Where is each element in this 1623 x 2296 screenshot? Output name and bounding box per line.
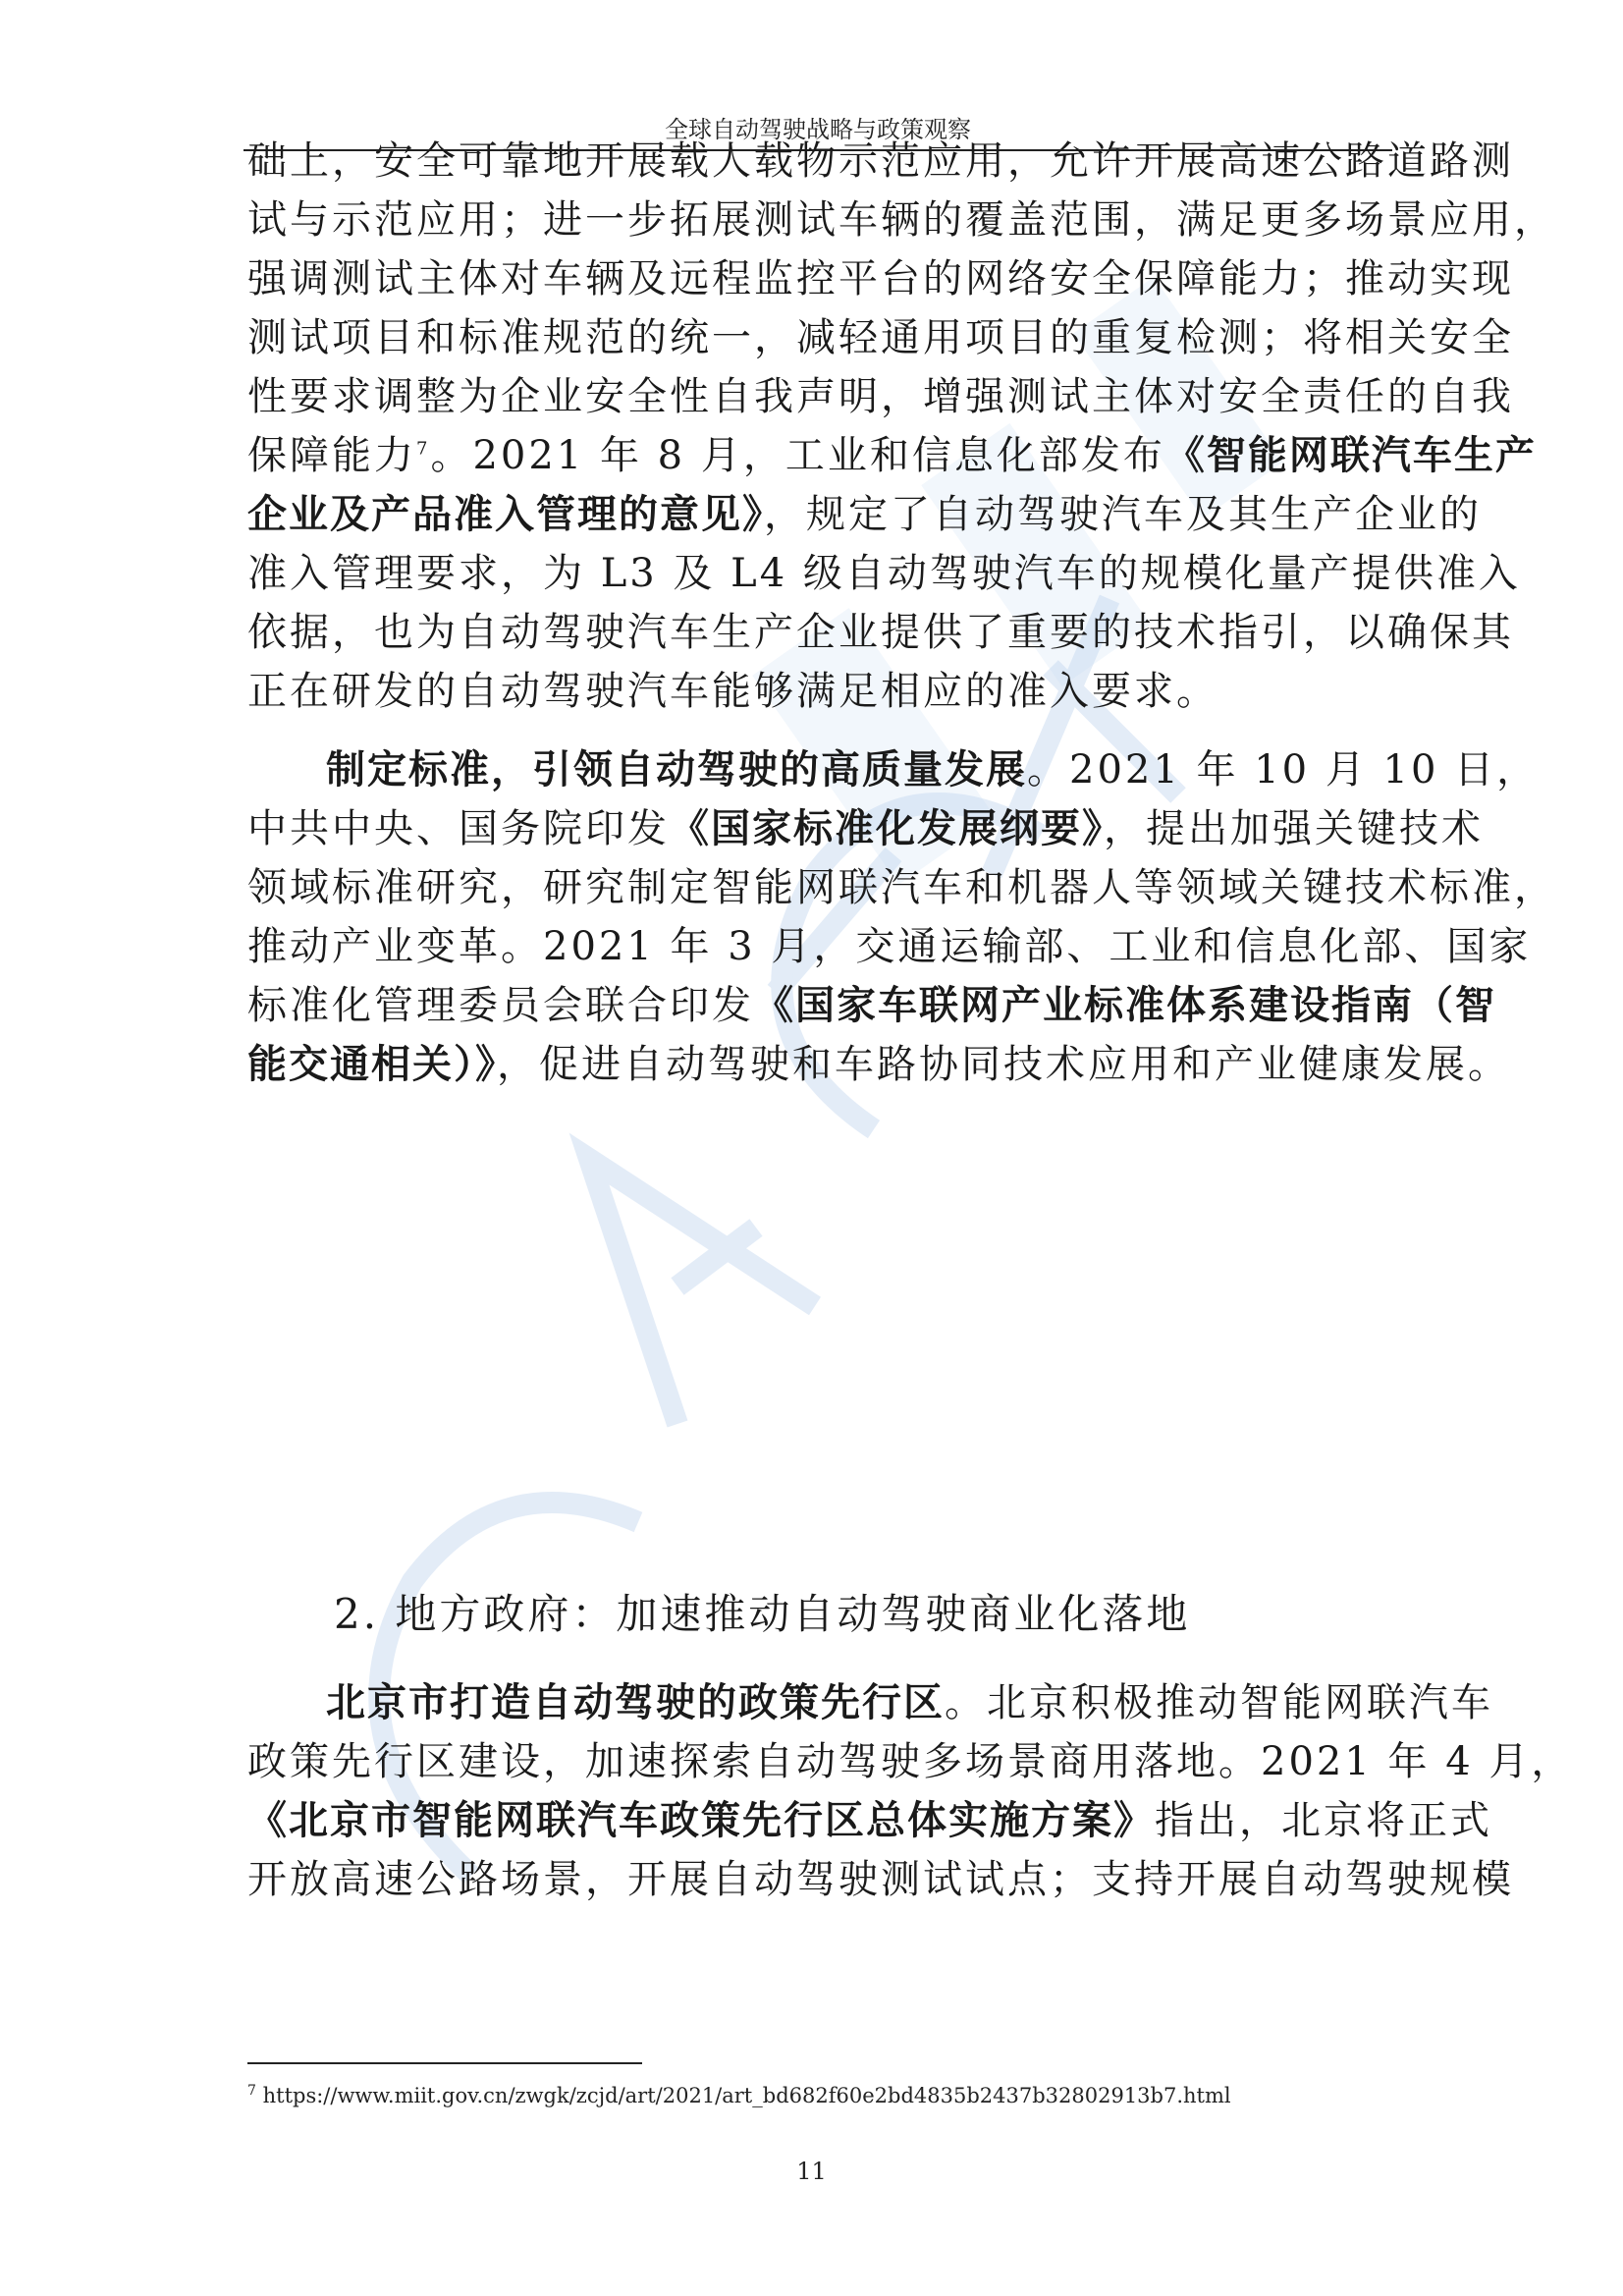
policy-title: 《智能网联汽车生产	[1164, 433, 1537, 478]
page-number: 11	[796, 2158, 827, 2185]
policy-title: 《国家车联网产业标准体系建设指南（智	[754, 983, 1496, 1028]
para3-line1	[326, 1673, 1493, 1732]
para1-line8: 准入管理要求，为 L3 及 L4 级自动驾驶汽车的规模化量产提供准入	[247, 551, 1521, 596]
footnote-link[interactable]: https://www.miit.gov.cn/zwgk/zcjd/art/2021/art_bd682f60e2bd4835b2437b32802913b7.html	[262, 2084, 1231, 2107]
para1-line7	[247, 485, 1482, 544]
text-span: 。2021 年 8 月，工业和信息化部发布	[430, 433, 1165, 478]
text-span: ，规定了自动驾驶汽车及其生产企业的	[764, 492, 1482, 537]
section-lead: 北京市打造自动驾驶的政策先行区	[326, 1680, 945, 1725]
text-span: 。北京积极推动智能网联汽车	[945, 1680, 1493, 1725]
section-subheading: 2. 地方政府：加速推动自动驾驶商业化落地	[334, 1590, 1191, 1638]
para2-line6	[247, 1035, 1510, 1094]
policy-title: 《国家标准化发展纲要》	[670, 806, 1104, 851]
para1-line9: 依据，也为自动驾驶汽车生产企业提供了重要的技术指引，以确保其	[247, 610, 1514, 655]
footnote-ref[interactable]: 7	[416, 438, 431, 460]
text-span: ，促进自动驾驶和车路协同技术应用和产业健康发展。	[497, 1042, 1510, 1087]
text-span: 保障能力	[247, 433, 416, 478]
text-span: 中共中央、国务院印发	[247, 806, 670, 851]
para3-line4: 开放高速公路场景，开展自动驾驶测试试点；支持开展自动驾驶规模	[247, 1857, 1514, 1902]
para2-line2	[247, 799, 1484, 858]
policy-title: 能交通相关）》	[247, 1042, 497, 1087]
policy-title: 《北京市智能网联汽车政策先行区总体实施方案》	[247, 1798, 1155, 1843]
text-span: 指出，北京将正式	[1155, 1798, 1492, 1843]
running-header: 全球自动驾驶战略与政策观察	[665, 116, 971, 143]
policy-title: 企业及产品准入管理的意见》	[247, 492, 764, 537]
para1-line1: 础上，安全可靠地开展载人载物示范应用，允许开展高速公路道路测	[247, 138, 1514, 184]
para2-line4: 推动产业变革。2021 年 3 月，交通运输部、工业和信息化部、国家	[247, 924, 1532, 969]
para1-line4: 测试项目和标准规范的统一，减轻通用项目的重复检测；将相关安全	[247, 315, 1514, 360]
para1-line10: 正在研发的自动驾驶汽车能够满足相应的准入要求。	[247, 669, 1218, 714]
footnote-marker: 7	[247, 2083, 256, 2099]
text-span: 。2021 年 10 月 10 日，	[1027, 747, 1540, 793]
para2-line3: 领域标准研究，研究制定智能网联汽车和机器人等领域关键技术标准，	[247, 865, 1556, 910]
para1-line2: 试与示范应用；进一步拓展测试车辆的覆盖范围，满足更多场景应用，	[247, 197, 1556, 243]
para1-line3: 强调测试主体对车辆及远程监控平台的网络安全保障能力；推动实现	[247, 256, 1514, 301]
para2-line5	[247, 976, 1496, 1035]
para3-line3	[247, 1791, 1492, 1850]
text-span: 标准化管理委员会联合印发	[247, 983, 754, 1028]
para3-line2: 政策先行区建设，加速探索自动驾驶多场景商用落地。2021 年 4 月，	[247, 1739, 1574, 1784]
para1-line5: 性要求调整为企业安全性自我声明，增强测试主体对安全责任的自我	[247, 374, 1514, 419]
para1-line6	[247, 426, 1537, 485]
text-span: ，提出加强关键技术	[1104, 806, 1484, 851]
section-lead: 制定标准，引领自动驾驶的高质量发展	[326, 747, 1027, 793]
para2-line1	[326, 740, 1540, 799]
footnote	[247, 2084, 1231, 2107]
footnote-rule	[247, 2062, 642, 2064]
